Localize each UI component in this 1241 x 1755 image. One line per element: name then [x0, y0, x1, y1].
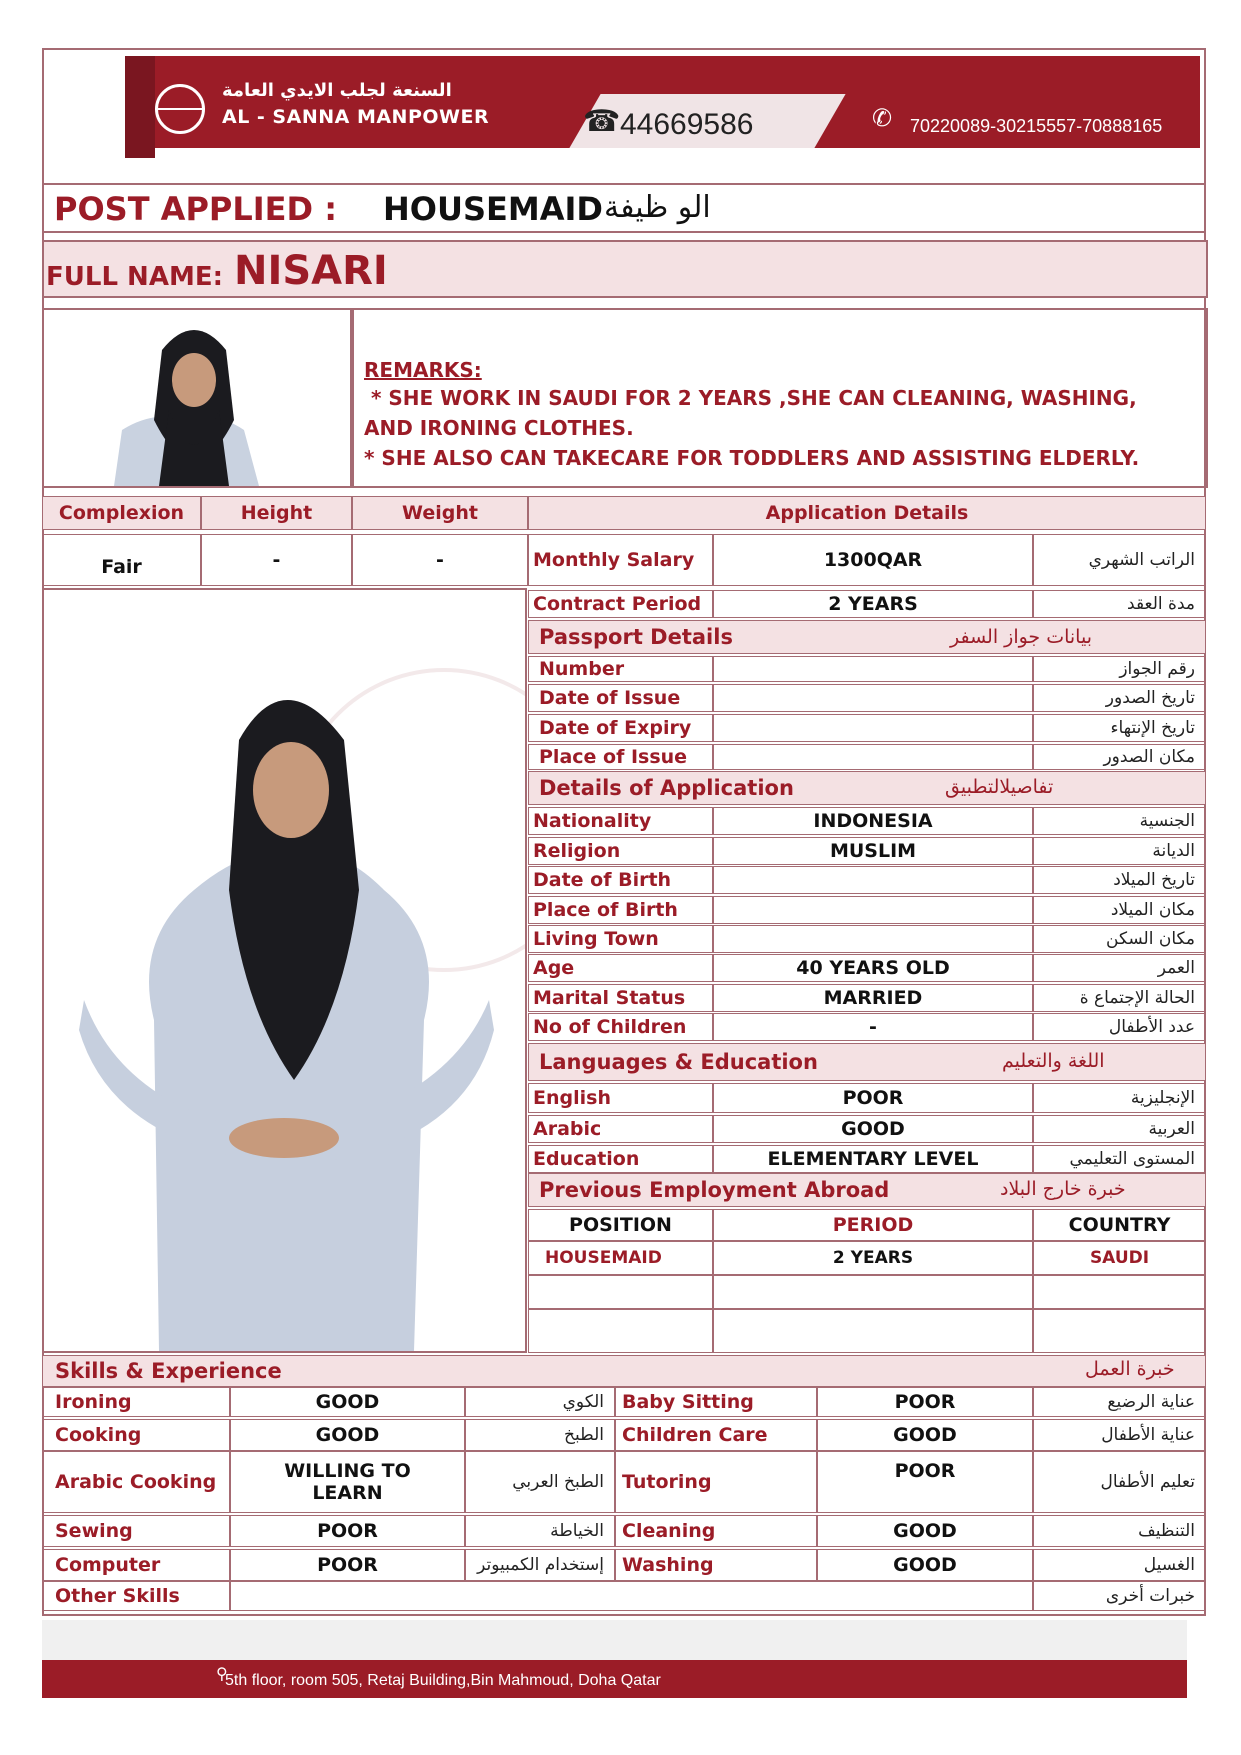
skill-cooking-ar: الطبخ: [465, 1419, 615, 1451]
education-value: ELEMENTARY LEVEL: [713, 1145, 1033, 1173]
contract-period-value: 2 YEARS: [713, 590, 1033, 618]
skill-ironing-value: GOOD: [230, 1387, 465, 1417]
skill-arabic-cooking-label: Arabic Cooking: [42, 1451, 230, 1513]
complexion-header: Complexion: [42, 496, 201, 530]
children-ar: عدد الأطفال: [1033, 1013, 1206, 1041]
skills-section-ar: خبرة العمل: [1085, 1358, 1175, 1380]
post-applied-label: POST APPLIED :: [54, 190, 337, 228]
skill-cleaning-label: Cleaning: [615, 1515, 817, 1547]
employment-section-header: Previous Employment Abroad: [528, 1173, 1206, 1207]
place-of-birth-label: Place of Birth: [528, 896, 713, 924]
date-of-expiry-label: Date of Expiry: [528, 714, 713, 742]
employment-empty-cell: [528, 1275, 713, 1309]
footer-wave: [42, 1620, 1187, 1660]
place-of-issue-label: Place of Issue: [528, 744, 713, 770]
skill-sewing-ar: الخياطة: [465, 1515, 615, 1547]
company-name-ar: السنعة لجلب الايدي العامة: [222, 80, 452, 101]
skill-baby-sitting-ar: عناية الرضيع: [1033, 1387, 1206, 1417]
arabic-value: GOOD: [713, 1115, 1033, 1143]
skill-ironing-ar: الكوي: [465, 1387, 615, 1417]
employment-row-position: HOUSEMAID: [528, 1241, 713, 1275]
contract-period-label: Contract Period: [528, 590, 713, 618]
date-of-issue-label: Date of Issue: [528, 684, 713, 712]
employment-empty-cell: [1033, 1309, 1206, 1353]
phone-number: 44669586: [620, 108, 754, 141]
remarks-title: REMARKS:: [364, 358, 482, 382]
living-town-label: Living Town: [528, 925, 713, 953]
monthly-salary-label: Monthly Salary: [528, 534, 713, 586]
details-section-ar: تفاصيلالتطبيق: [945, 776, 1054, 798]
arabic-ar: العربية: [1033, 1115, 1206, 1143]
place-of-issue-value: [713, 744, 1033, 770]
place-of-issue-ar: مكان الصدور: [1033, 744, 1206, 770]
age-label: Age: [528, 954, 713, 982]
skill-washing-label: Washing: [615, 1549, 817, 1581]
skill-sewing-value: POOR: [230, 1515, 465, 1547]
passport-number-ar: رقم الجواز: [1033, 656, 1206, 682]
skill-ironing-label: Ironing: [42, 1387, 230, 1417]
date-of-birth-ar: تاريخ الميلاد: [1033, 866, 1206, 894]
date-of-birth-value: [713, 866, 1033, 894]
date-of-expiry-ar: تاريخ الإنتهاء: [1033, 714, 1206, 742]
skill-children-care-value: GOOD: [817, 1419, 1033, 1451]
skill-washing-value: GOOD: [817, 1549, 1033, 1581]
weight-header: Weight: [352, 496, 528, 530]
full-name-label: FULL NAME:: [46, 262, 223, 292]
mobile-icon: ✆: [872, 104, 893, 132]
skill-baby-sitting-value: POOR: [817, 1387, 1033, 1417]
employment-col-period: PERIOD: [713, 1209, 1033, 1241]
skill-arabic-cooking-ar: الطبخ العربي: [465, 1451, 615, 1513]
mobile-numbers: 70220089-30215557-70888165: [910, 116, 1163, 136]
languages-section-header: Languages & Education: [528, 1043, 1206, 1081]
religion-label: Religion: [528, 837, 713, 865]
nationality-ar: الجنسية: [1033, 807, 1206, 835]
company-name-en: AL - SANNA MANPOWER: [222, 106, 490, 128]
location-pin-icon: ⚲: [216, 1664, 228, 1683]
education-ar: المستوى التعليمي: [1033, 1145, 1206, 1173]
marital-status-label: Marital Status: [528, 984, 713, 1012]
skill-arabic-cooking-value: WILLING TO LEARN: [230, 1451, 465, 1513]
other-skills-value: [230, 1581, 1033, 1611]
employment-row-period: 2 YEARS: [713, 1241, 1033, 1275]
employment-col-country: COUNTRY: [1033, 1209, 1206, 1241]
employment-row-country: SAUDI: [1033, 1241, 1206, 1275]
children-label: No of Children: [528, 1013, 713, 1041]
other-skills-ar: خبرات أخرى: [1033, 1581, 1206, 1611]
small-photo: [42, 308, 352, 488]
contract-period-ar: مدة العقد: [1033, 590, 1206, 618]
employment-col-position: POSITION: [528, 1209, 713, 1241]
remarks-line-2: AND IRONING CLOTHES.: [364, 416, 634, 440]
children-value: -: [713, 1013, 1033, 1041]
marital-status-value: MARRIED: [713, 984, 1033, 1012]
education-label: Education: [528, 1145, 713, 1173]
skills-section-header: Skills & Experience: [42, 1355, 1206, 1387]
skill-computer-ar: إستخدام الكمبيوتر: [465, 1549, 615, 1581]
age-ar: العمر: [1033, 954, 1206, 982]
height-value: -: [201, 534, 352, 586]
skill-children-care-label: Children Care: [615, 1419, 817, 1451]
skill-computer-value: POOR: [230, 1549, 465, 1581]
skill-cleaning-ar: التنظيف: [1033, 1515, 1206, 1547]
header-accent: [125, 56, 155, 158]
marital-status-ar: الحالة الإجتماع ة: [1033, 984, 1206, 1012]
full-name-value: NISARI: [234, 248, 388, 294]
english-value: POOR: [713, 1083, 1033, 1113]
arabic-label: Arabic: [528, 1115, 713, 1143]
skill-computer-label: Computer: [42, 1549, 230, 1581]
remarks-line-1: * SHE WORK IN SAUDI FOR 2 YEARS ,SHE CAN CLEANING, WASHING,: [364, 386, 1137, 410]
skill-tutoring-value: POOR: [817, 1451, 1033, 1513]
logo-line: [155, 108, 205, 110]
date-of-expiry-value: [713, 714, 1033, 742]
skill-tutoring-label: Tutoring: [615, 1451, 817, 1513]
place-of-birth-ar: مكان الميلاد: [1033, 896, 1206, 924]
english-label: English: [528, 1083, 713, 1113]
skill-cleaning-value: GOOD: [817, 1515, 1033, 1547]
complexion-value: Fair: [42, 534, 201, 586]
employment-empty-cell: [713, 1275, 1033, 1309]
passport-section-ar: بيانات جواز السفر: [950, 626, 1092, 648]
post-applied-ar: الو ظيفة: [604, 190, 711, 225]
application-details-header: Application Details: [528, 496, 1206, 530]
nationality-label: Nationality: [528, 807, 713, 835]
employment-section-ar: خبرة خارج البلاد: [1000, 1178, 1126, 1200]
passport-number-value: [713, 656, 1033, 682]
skill-cooking-label: Cooking: [42, 1419, 230, 1451]
religion-value: MUSLIM: [713, 837, 1033, 865]
passport-number-label: Number: [528, 656, 713, 682]
date-of-issue-value: [713, 684, 1033, 712]
date-of-issue-ar: تاريخ الصدور: [1033, 684, 1206, 712]
living-town-ar: مكان السكن: [1033, 925, 1206, 953]
monthly-salary-value: 1300QAR: [713, 534, 1033, 586]
passport-section-header: Passport Details: [528, 620, 1206, 654]
employment-empty-cell: [1033, 1275, 1206, 1309]
skill-baby-sitting-label: Baby Sitting: [615, 1387, 817, 1417]
post-applied-value: HOUSEMAID: [383, 190, 603, 228]
date-of-birth-label: Date of Birth: [528, 866, 713, 894]
footer-address: 5th floor, room 505, Retaj Building,Bin Mahmoud, Doha Qatar: [225, 1672, 661, 1689]
place-of-birth-value: [713, 896, 1033, 924]
skill-cooking-value: GOOD: [230, 1419, 465, 1451]
skill-tutoring-ar: تعليم الأطفال: [1033, 1451, 1206, 1513]
age-value: 40 YEARS OLD: [713, 954, 1033, 982]
details-section-header: Details of Application: [528, 771, 1206, 805]
telephone-icon: ☎: [583, 104, 621, 139]
employment-empty-cell: [528, 1309, 713, 1353]
living-town-value: [713, 925, 1033, 953]
skill-washing-ar: الغسيل: [1033, 1549, 1206, 1581]
skill-sewing-label: Sewing: [42, 1515, 230, 1547]
religion-ar: الديانة: [1033, 837, 1206, 865]
employment-empty-cell: [713, 1309, 1033, 1353]
weight-value: -: [352, 534, 528, 586]
other-skills-label: Other Skills: [42, 1581, 230, 1611]
remarks-line-3: * SHE ALSO CAN TAKECARE FOR TODDLERS AND ASSISTING ELDERLY.: [364, 446, 1140, 470]
nationality-value: INDONESIA: [713, 807, 1033, 835]
skill-children-care-ar: عناية الأطفال: [1033, 1419, 1206, 1451]
english-ar: الإنجليزية: [1033, 1083, 1206, 1113]
full-body-photo: [42, 588, 527, 1353]
languages-section-ar: اللغة والتعليم: [1002, 1050, 1105, 1072]
height-header: Height: [201, 496, 352, 530]
monthly-salary-ar: الراتب الشهري: [1033, 534, 1206, 586]
